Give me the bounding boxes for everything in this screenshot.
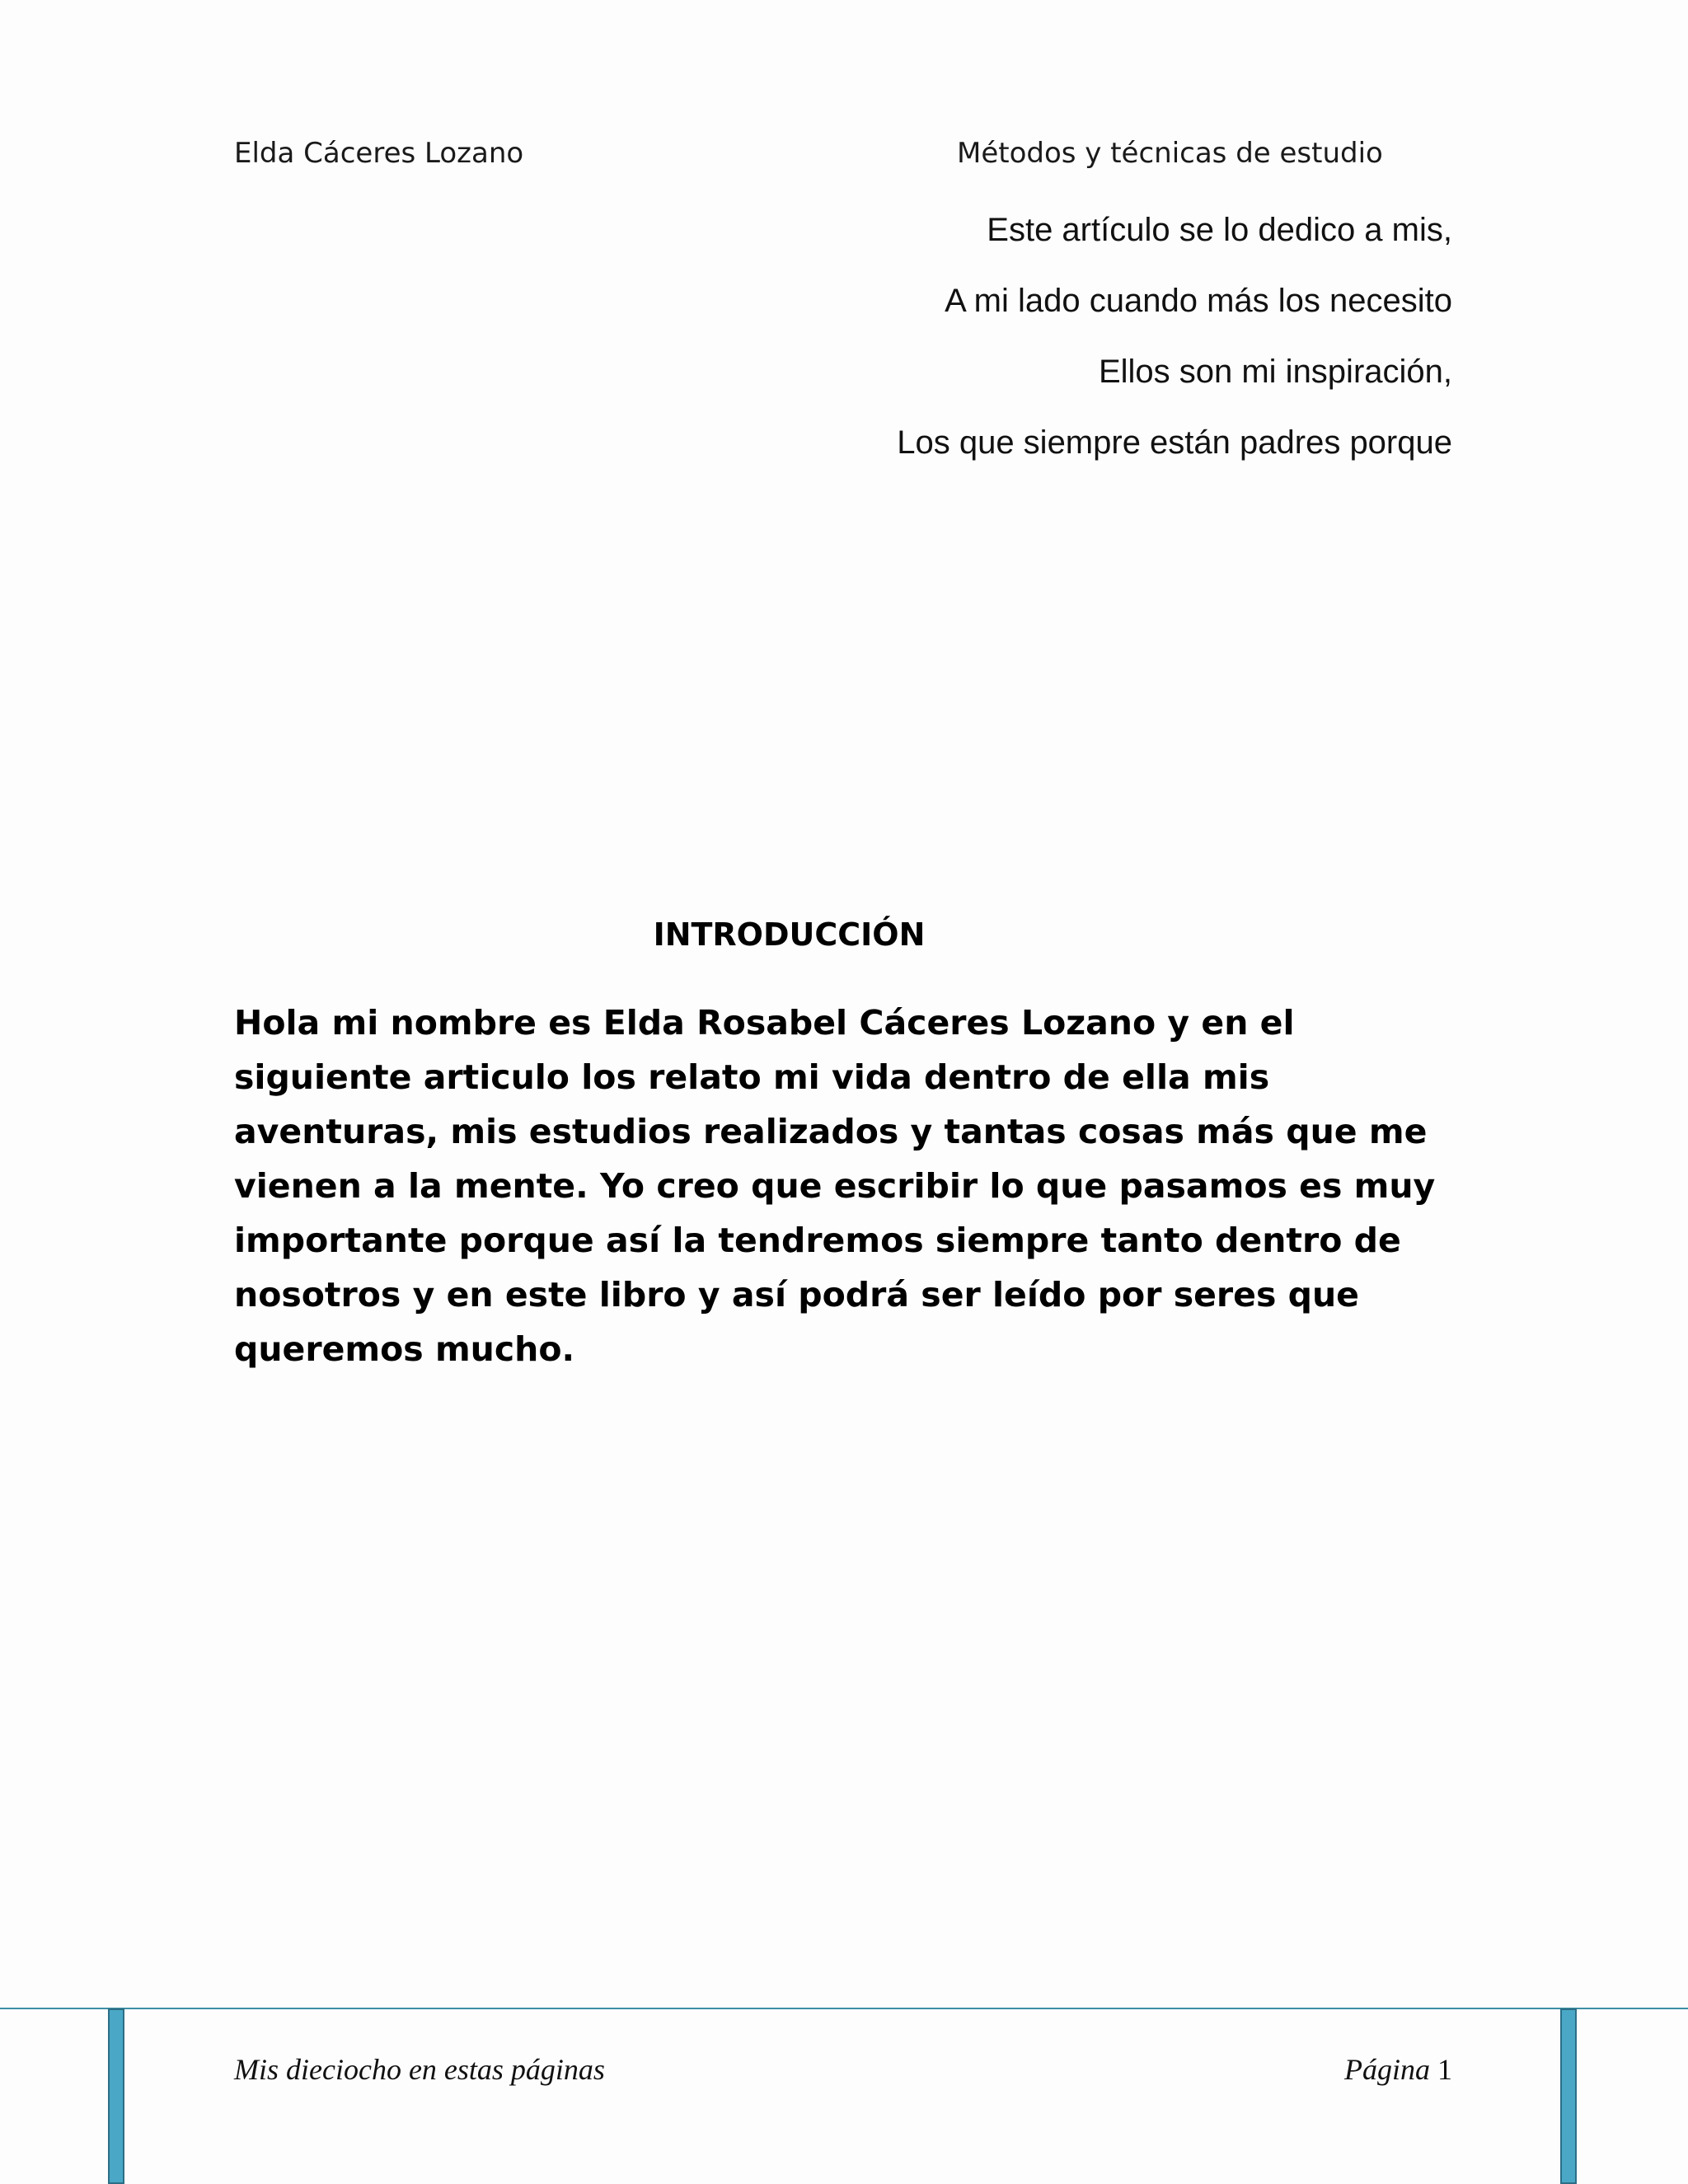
introduction-title: INTRODUCCIÓN (653, 916, 926, 953)
footer-right-bar (1560, 2008, 1577, 2184)
dedication-line: Este artículo se lo dedico a mis, (987, 212, 1452, 248)
dedication-line: A mi lado cuando más los necesito (945, 283, 1452, 319)
header-author: Elda Cáceres Lozano (234, 137, 524, 170)
dedication-line: Los que siempre están padres porque (897, 424, 1452, 461)
page-number (1344, 2052, 1452, 2087)
footer-left-bar (108, 2008, 124, 2184)
dedication (897, 194, 1452, 478)
header-course: Métodos y técnicas de estudio (957, 137, 1383, 170)
introduction-body: Hola mi nombre es Elda Rosabel Cáceres Lozano y en el siguiente articulo los relato mi vida dentro de ella mis aventuras, mis estudios realizados y tantas cosas más que me vienen a la mente. Yo creo que escribir lo que pasamos es muy importante porque así la tendremos siempre tanto dentro de nosotros y en este libro y así podrá ser leído por seres que queremos mucho. (234, 1003, 1436, 1369)
dedication-line: Ellos son mi inspiración, (1098, 354, 1452, 390)
page-label: Página (1344, 2053, 1430, 2086)
footer-title: Mis dieciocho en estas páginas (234, 2053, 605, 2086)
footer-divider (0, 2008, 1688, 2009)
page-number-value: 1 (1437, 2053, 1452, 2086)
